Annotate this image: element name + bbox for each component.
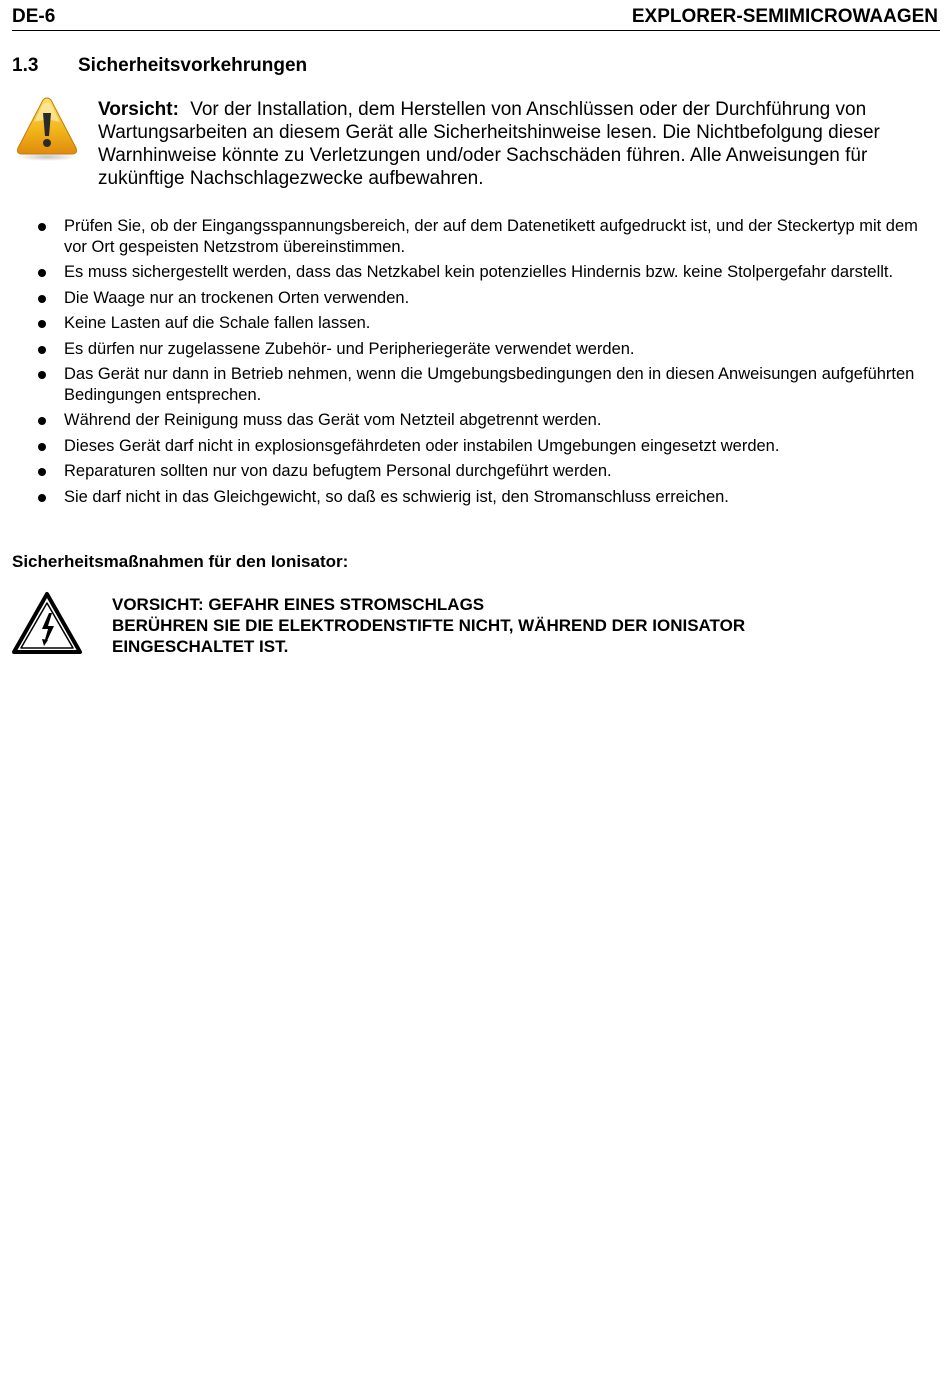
list-item: Prüfen Sie, ob der Eingangsspannungsbereich, der auf dem Datenetikett aufgedruckt ist, und der Steckertyp mit dem vor Ort gespeisten Netzstrom übereinstimmen. — [0, 216, 950, 257]
section-title: Sicherheitsvorkehrungen — [78, 55, 308, 76]
ionizer-warning-line: VORSICHT: GEFAHR EINES STROMSCHLAGS — [112, 595, 485, 614]
list-item: Es dürfen nur zugelassene Zubehör- und Peripheriegeräte verwendet werden. — [0, 339, 950, 360]
ionizer-warning — [112, 594, 745, 657]
warning-exclamation-icon — [14, 96, 80, 162]
list-item: Reparaturen sollten nur von dazu befugtem Personal durchgeführt werden. — [0, 461, 950, 482]
list-item: Dieses Gerät darf nicht in explosionsgefährdeten oder instabilen Umgebungen eingesetzt werden. — [0, 436, 950, 457]
bullet-dot — [38, 346, 46, 354]
list-item: Das Gerät nur dann in Betrieb nehmen, wenn die Umgebungsbedingungen den in diesen Anweisungen aufgeführten Bedingungen entsprechen. — [0, 364, 950, 405]
list-item: Keine Lasten auf die Schale fallen lassen. — [0, 313, 950, 334]
ionizer-warning-line: BERÜHREN SIE DIE ELEKTRODENSTIFTE NICHT, WÄHREND DER IONISATOR — [112, 616, 746, 635]
document-title: EXPLORER-SEMIMICROWAAGEN — [631, 6, 938, 27]
bullet-dot — [38, 295, 46, 303]
bullet-dot — [38, 417, 46, 425]
bullet-dot — [38, 320, 46, 328]
list-item: Sie darf nicht in das Gleichgewicht, so daß es schwierig ist, den Stromanschluss erreichen. — [0, 487, 950, 508]
page-code: DE-6 — [12, 6, 56, 27]
ionizer-warning-line: EINGESCHALTET IST. — [112, 637, 289, 656]
electric-shock-warning-icon — [11, 591, 83, 655]
list-item: Die Waage nur an trockenen Orten verwenden. — [0, 288, 950, 309]
list-item: Während der Reinigung muss das Gerät vom Netzteil abgetrennt werden. — [0, 410, 950, 431]
page-header — [12, 6, 940, 31]
list-item: Es muss sichergestellt werden, dass das Netzkabel kein potenzielles Hindernis bzw. keine Stolpergefahr darstellt. — [0, 262, 950, 283]
caution-notice — [98, 98, 928, 190]
bullet-dot — [38, 269, 46, 277]
bullet-dot — [38, 443, 46, 451]
bullet-dot — [38, 223, 46, 231]
ionizer-heading: Sicherheitsmaßnahmen für den Ionisator: — [12, 552, 349, 571]
section-number: 1.3 — [12, 55, 39, 76]
caution-body: Vor der Installation, dem Herstellen von Anschlüssen oder der Durchführung von Wartungsarbeiten an diesem Gerät alle Sicherheitshinweise lesen. Die Nichtbefolgung dieser Warnhinweise könnte zu Verletzungen und/oder Sachschäden führen. Alle Anweisungen für zukünftige Nachschlagezwecke aufbewahren. — [98, 99, 880, 189]
bullet-dot — [38, 494, 46, 502]
safety-list — [0, 216, 950, 512]
bullet-dot — [38, 371, 46, 379]
bullet-dot — [38, 468, 46, 476]
caution-lead: Vorsicht: — [98, 99, 179, 120]
section-heading — [12, 55, 307, 77]
